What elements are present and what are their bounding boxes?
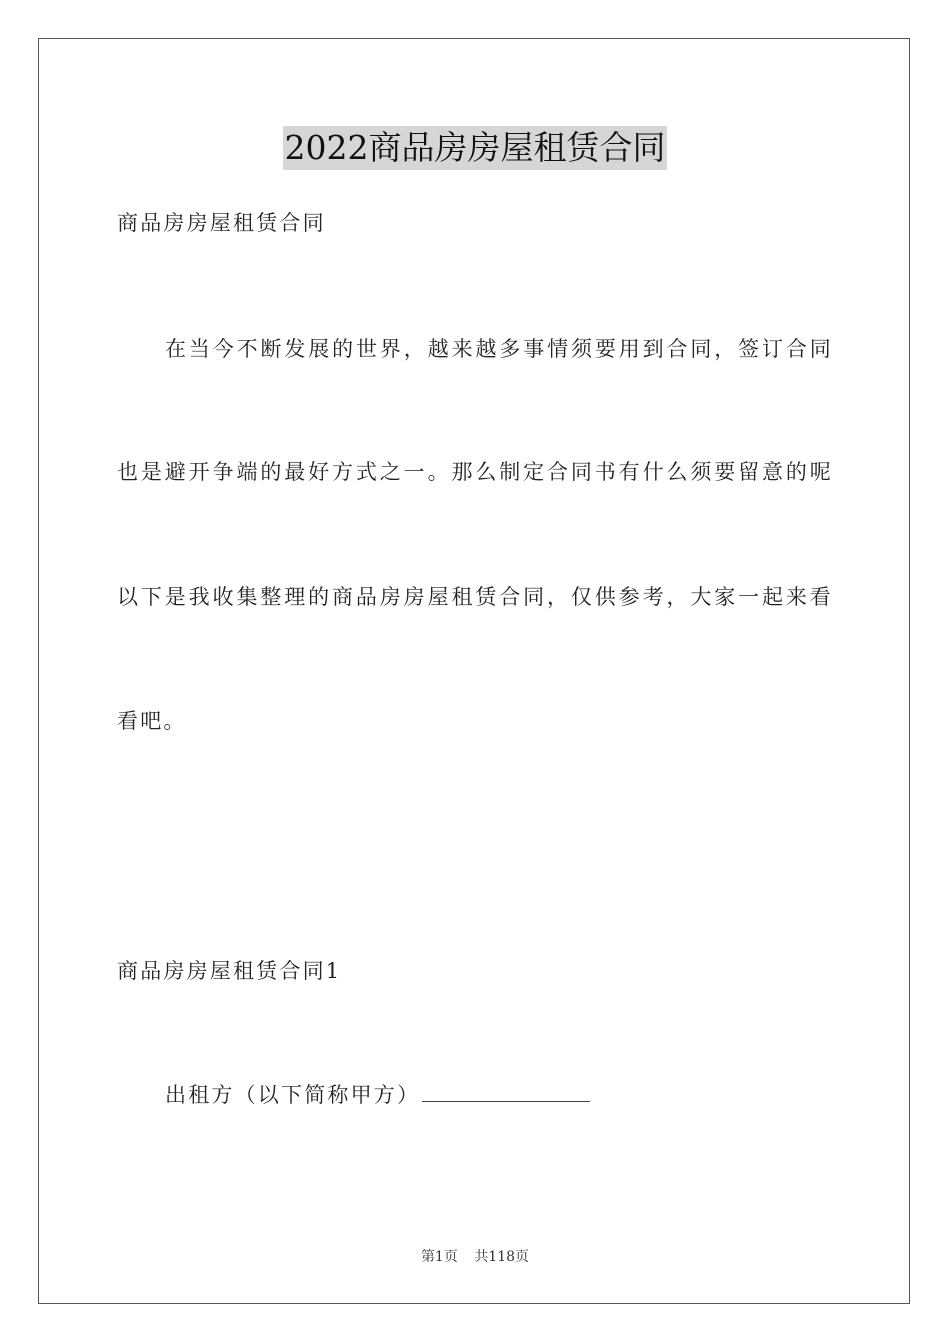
party-a-blank-field[interactable] [422, 1083, 590, 1102]
title-container [0, 126, 950, 170]
page-number-current: 第1页 [420, 1249, 458, 1265]
document-subtitle: 商品房房屋租赁合同 [117, 211, 326, 235]
page-number-total: 共118页 [474, 1249, 530, 1265]
document-title: 2022商品房房屋租赁合同 [283, 126, 668, 170]
intro-paragraph-line-2: 也是避开争端的最好方式之一。那么制定合同书有什么须要留意的呢 [117, 460, 833, 484]
party-a-line [165, 1080, 833, 1110]
page-footer [0, 1247, 950, 1267]
intro-paragraph-line-1: 在当今不断发展的世界，越来越多事情须要用到合同，签订合同 [165, 337, 833, 361]
section-heading: 商品房房屋租赁合同1 [117, 959, 342, 983]
intro-paragraph-line-3: 以下是我收集整理的商品房房屋租赁合同，仅供参考，大家一起来看 [117, 585, 833, 609]
intro-paragraph-line-4: 看吧。 [117, 709, 187, 733]
party-a-label: 出租方（以下简称甲方） [165, 1083, 421, 1107]
